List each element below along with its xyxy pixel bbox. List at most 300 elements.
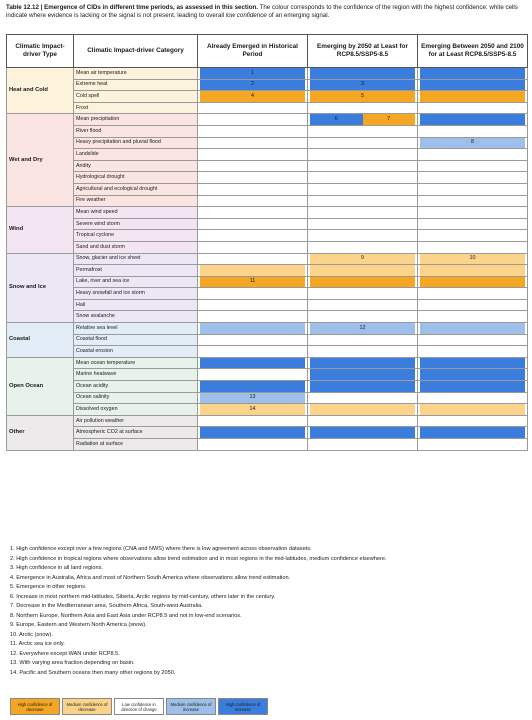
emergence-segment — [200, 138, 305, 149]
emergence-cell — [198, 241, 308, 253]
emergence-segment — [310, 196, 415, 207]
emergence-segment — [420, 427, 525, 438]
emergence-cell — [418, 427, 528, 439]
emergence-segment — [420, 103, 525, 114]
emergence-segment — [420, 172, 525, 183]
table-row — [7, 439, 528, 451]
emergence-cell — [198, 114, 308, 126]
cid-category-label: Snow, glacier and ice sheet — [74, 253, 198, 265]
emergence-cell — [198, 183, 308, 195]
cid-category-label: Extreme heat — [74, 79, 198, 91]
emergence-cell — [418, 172, 528, 184]
emergence-segment — [420, 230, 525, 241]
emergence-segment — [310, 439, 415, 450]
emergence-segment — [420, 219, 525, 230]
emergence-segment — [420, 184, 525, 195]
emergence-cell — [198, 346, 308, 358]
emergence-segment — [310, 184, 415, 195]
legend — [10, 698, 268, 715]
cid-type-label: Open Ocean — [7, 357, 74, 415]
emergence-segment — [420, 91, 525, 102]
caption-label: Table 12.12 | — [6, 4, 43, 11]
emergence-cell — [198, 265, 308, 277]
legend-swatch: Medium confidence of decrease — [62, 698, 112, 715]
emergence-segment — [200, 358, 305, 369]
table-row — [7, 114, 528, 126]
emergence-segment — [200, 416, 305, 427]
emergence-cell — [198, 404, 308, 416]
table-row — [7, 79, 528, 91]
emergence-segment — [310, 149, 415, 160]
emergence-cell — [308, 276, 418, 288]
emergence-cell — [308, 207, 418, 219]
cid-category-label: Frost — [74, 102, 198, 114]
table-row — [7, 172, 528, 184]
emergence-cell — [418, 160, 528, 172]
emergence-cell — [198, 253, 308, 265]
emergence-cell — [418, 392, 528, 404]
emergence-segment — [200, 126, 305, 137]
footnote: 3. High confidence in all land regions. — [10, 565, 103, 571]
emergence-cell — [198, 427, 308, 439]
emergence-segment: 10 — [420, 254, 525, 265]
emergence-segment — [310, 126, 415, 137]
cid-category-label: Ocean salinity — [74, 392, 198, 404]
emergence-segment — [420, 346, 525, 357]
emergence-cell — [308, 68, 418, 80]
emergence-segment: 9 — [310, 254, 415, 265]
table-row — [7, 415, 528, 427]
emergence-cell — [198, 195, 308, 207]
emergence-segment: 11 — [200, 277, 305, 288]
emergence-cell — [198, 137, 308, 149]
cid-category-label: Lake, river and sea ice — [74, 276, 198, 288]
emergence-segment — [420, 265, 525, 276]
legend-swatch: Medium confidence of increase — [166, 698, 216, 715]
emergence-segment — [420, 114, 525, 125]
cid-category-label: Severe wind storm — [74, 218, 198, 230]
cid-category-label: Mean precipitation — [74, 114, 198, 126]
caption-text: The colour corresponds to the confidence of the region with the highest confidence: white cells indicate where evidence is lacking or the signal is not present, leading to overall — [6, 4, 518, 19]
header-historical: Already Emerged in Historical Period — [198, 35, 308, 68]
emergence-segment — [200, 242, 305, 253]
cid-category-label: Heavy precipitation and pluvial flood — [74, 137, 198, 149]
footnote: 5. Emergence in other regions. — [10, 584, 87, 590]
emergence-cell — [198, 172, 308, 184]
header-2050-2100: Emerging Between 2050 and 2100 for at Least RCP8.5/SSP5-8.5 — [418, 35, 528, 68]
emergence-segment — [310, 242, 415, 253]
emergence-segment — [200, 323, 305, 334]
footnote: 4. Emergence in Australia, Africa and most of Northern South America where observations allow trend estimation. — [10, 574, 291, 581]
cid-type-label: Wet and Dry — [7, 114, 74, 207]
emergence-segment — [200, 265, 305, 276]
emergence-cell — [308, 241, 418, 253]
emergence-cell — [418, 68, 528, 80]
emergence-cell — [198, 102, 308, 114]
emergence-cell — [418, 102, 528, 114]
legend-swatch: High confidence of increase — [218, 698, 268, 715]
emergence-segment — [310, 416, 415, 427]
emergence-cell — [418, 241, 528, 253]
legend-swatch: Low confidence in direction of change — [114, 698, 164, 715]
emergence-cell — [418, 137, 528, 149]
emergence-cell — [198, 439, 308, 451]
cid-category-label: Agricultural and ecological drought — [74, 183, 198, 195]
emergence-segment — [310, 265, 415, 276]
emergence-cell — [198, 288, 308, 300]
emergence-segment: 7 — [363, 114, 416, 125]
emergence-cell — [418, 195, 528, 207]
footnote: 9. Europe, Eastern and Western North America (snow). — [10, 622, 147, 628]
emergence-segment — [420, 196, 525, 207]
emergence-segment — [310, 358, 415, 369]
emergence-cell — [308, 369, 418, 381]
emergence-segment — [420, 369, 525, 380]
header-by-2050: Emerging by 2050 at Least for RCP8.5/SSP5-8.5 — [308, 35, 418, 68]
emergence-segment — [420, 288, 525, 299]
footnote: 7. Decrease in the Mediterranean area, Southern Africa, South-west Australia. — [10, 603, 203, 609]
emergence-cell — [308, 299, 418, 311]
cid-category-label: Coastal erosion — [74, 346, 198, 358]
emergence-cell — [198, 323, 308, 335]
emergence-segment — [200, 196, 305, 207]
emergence-cell — [198, 276, 308, 288]
emergence-cell — [418, 230, 528, 242]
emergence-cell — [418, 91, 528, 103]
caption-title: Emergence of CIDs in different time periods, as assessed in this section. — [44, 4, 258, 11]
table-row — [7, 230, 528, 242]
footnote: 12. Everywhere except WAN under RCP8.5. — [10, 650, 120, 657]
emergence-segment — [310, 300, 415, 311]
emergence-cell — [198, 230, 308, 242]
header-cid-type: Climatic Impact-driver Type — [7, 35, 74, 68]
emergence-cell — [198, 79, 308, 91]
emergence-cell — [418, 265, 528, 277]
emergence-segment — [310, 68, 415, 79]
emergence-cell — [198, 149, 308, 161]
emergence-cell — [308, 114, 418, 126]
emergence-cell — [198, 392, 308, 404]
cid-category-label: Radiation at surface — [74, 439, 198, 451]
cid-category-label: Dissolved oxygen — [74, 404, 198, 416]
emergence-segment — [310, 207, 415, 218]
emergence-segment: 3 — [310, 80, 415, 91]
emergence-segment — [200, 311, 305, 322]
emergence-cell — [198, 125, 308, 137]
emergence-cell — [198, 381, 308, 393]
emergence-segment — [420, 311, 525, 322]
emergence-segment — [420, 393, 525, 404]
emergence-cell — [308, 149, 418, 161]
emergence-segment — [310, 404, 415, 415]
table-row — [7, 160, 528, 172]
emergence-cell — [308, 230, 418, 242]
emergence-segment — [420, 126, 525, 137]
cid-category-label: Ocean acidity — [74, 381, 198, 393]
emergence-cell — [308, 427, 418, 439]
emergence-cell — [418, 207, 528, 219]
emergence-segment — [200, 335, 305, 346]
footnote: 1. High confidence except over a few regions (CNA and NWS) where there is low agreement across observation datasets. — [10, 546, 312, 552]
emergence-segment — [420, 381, 525, 392]
table-row — [7, 183, 528, 195]
emergence-cell — [418, 288, 528, 300]
emergence-cell — [198, 311, 308, 323]
emergence-segment — [420, 80, 525, 91]
footnote: 10. Arctic (snow). — [10, 631, 53, 638]
cid-category-label: Atmospheric CO2 at surface — [74, 427, 198, 439]
emergence-cell — [418, 183, 528, 195]
emergence-cell — [418, 404, 528, 416]
emergence-segment — [420, 161, 525, 172]
cid-category-label: Heavy snowfall and ice storm — [74, 288, 198, 300]
table-row — [7, 369, 528, 381]
emergence-segment — [200, 381, 305, 392]
table-row — [7, 311, 528, 323]
table-row — [7, 334, 528, 346]
emergence-segment — [420, 416, 525, 427]
table-row — [7, 357, 528, 369]
emergence-segment — [200, 103, 305, 114]
emergence-segment — [200, 114, 305, 125]
emergence-cell — [308, 172, 418, 184]
emergence-cell — [418, 311, 528, 323]
emergence-segment — [310, 381, 415, 392]
emergence-cell — [308, 381, 418, 393]
footnote: 6. Increase in most northern mid-latitudes, Siberia, Arctic regions by mid-century, others later in the century. — [10, 593, 276, 600]
cid-category-label: Marine heatwave — [74, 369, 198, 381]
emergence-segment — [200, 369, 305, 380]
emergence-cell — [308, 404, 418, 416]
emergence-cell — [418, 149, 528, 161]
cid-type-label: Other — [7, 415, 74, 450]
cid-type-label: Snow and Ice — [7, 253, 74, 323]
table-row — [7, 102, 528, 114]
header-cid-category: Climatic Impact-driver Category — [74, 35, 198, 68]
emergence-segment — [200, 439, 305, 450]
emergence-segment — [310, 393, 415, 404]
cid-type-label: Coastal — [7, 323, 74, 358]
emergence-cell — [418, 439, 528, 451]
footnote: 14. Pacific and Southern oceans then many other regions by 2050. — [10, 669, 176, 676]
emergence-cell — [418, 276, 528, 288]
table-row — [7, 404, 528, 416]
emergence-segment — [310, 311, 415, 322]
table-row — [7, 68, 528, 80]
emergence-cell — [198, 160, 308, 172]
emergence-cell — [198, 207, 308, 219]
emergence-cell — [308, 91, 418, 103]
footnote: 2. High confidence in tropical regions where observations allow trend estimation and in most regions in the mid-latitudes, medium confidence elsewhere. — [10, 555, 387, 562]
cid-type-label: Wind — [7, 207, 74, 253]
legend-swatch: High confidence of decrease — [10, 698, 60, 715]
table-row — [7, 207, 528, 219]
emergence-cell — [308, 160, 418, 172]
table-row — [7, 218, 528, 230]
emergence-cell — [418, 381, 528, 393]
emergence-segment — [200, 172, 305, 183]
emergence-segment — [420, 404, 525, 415]
emergence-cell — [308, 137, 418, 149]
footnote: 13. With varying area fraction depending on basin. — [10, 660, 135, 666]
cid-category-label: Mean wind speed — [74, 207, 198, 219]
emergence-segment — [310, 369, 415, 380]
caption-italic: low confidence — [225, 12, 267, 19]
emergence-segment — [420, 68, 525, 79]
cid-category-label: Cold spell — [74, 91, 198, 103]
emergence-segment — [310, 230, 415, 241]
emergence-segment: 5 — [310, 91, 415, 102]
cid-category-label: Fire weather — [74, 195, 198, 207]
emergence-cell — [308, 323, 418, 335]
cid-category-label: Relative sea level — [74, 323, 198, 335]
emergence-segment — [200, 288, 305, 299]
emergence-cell — [308, 357, 418, 369]
cid-category-label: Tropical cyclone — [74, 230, 198, 242]
emergence-cell — [418, 415, 528, 427]
emergence-segment — [310, 427, 415, 438]
emergence-segment: 12 — [310, 323, 415, 334]
cid-category-label: River flood — [74, 125, 198, 137]
emergence-segment — [200, 161, 305, 172]
cid-type-label: Heat and Cold — [7, 68, 74, 114]
table-row — [7, 91, 528, 103]
emergence-segment — [200, 219, 305, 230]
cid-category-label: Mean air temperature — [74, 68, 198, 80]
emergence-cell — [418, 125, 528, 137]
cid-category-label: Sand and dust storm — [74, 241, 198, 253]
emergence-segment — [420, 358, 525, 369]
cid-category-label: Snow avalanche — [74, 311, 198, 323]
emergence-segment — [310, 277, 415, 288]
cid-category-label: Coastal flood — [74, 334, 198, 346]
table-row — [7, 241, 528, 253]
emergence-segment: 14 — [200, 404, 305, 415]
emergence-segment: 1 — [200, 68, 305, 79]
emergence-segment — [200, 346, 305, 357]
emergence-segment: 8 — [420, 138, 525, 149]
emergence-cell — [308, 218, 418, 230]
table-row — [7, 195, 528, 207]
emergence-cell — [308, 253, 418, 265]
emergence-cell — [198, 357, 308, 369]
emergence-cell — [198, 369, 308, 381]
table-body — [7, 68, 528, 451]
emergence-cell — [308, 288, 418, 300]
emergence-segment — [310, 161, 415, 172]
emergence-segment — [420, 277, 525, 288]
emergence-cell — [308, 195, 418, 207]
emergence-cell — [308, 125, 418, 137]
cid-category-label: Landslide — [74, 149, 198, 161]
table-row — [7, 149, 528, 161]
table-row — [7, 265, 528, 277]
emergence-segment — [420, 335, 525, 346]
emergence-segment — [420, 439, 525, 450]
emergence-cell — [198, 415, 308, 427]
footnotes — [10, 545, 524, 678]
emergence-cell — [308, 79, 418, 91]
emergence-segment — [420, 242, 525, 253]
emergence-cell — [198, 68, 308, 80]
emergence-segment — [420, 323, 525, 334]
emergence-segment — [200, 149, 305, 160]
emergence-segment — [310, 346, 415, 357]
table-header-row — [7, 35, 528, 68]
table-row — [7, 299, 528, 311]
emergence-cell — [308, 415, 418, 427]
emergence-segment: 13 — [200, 393, 305, 404]
cid-category-label: Hail — [74, 299, 198, 311]
emergence-cell — [308, 183, 418, 195]
emergence-cell — [308, 346, 418, 358]
table-row — [7, 288, 528, 300]
cid-category-label: Permafrost — [74, 265, 198, 277]
emergence-cell — [198, 218, 308, 230]
emergence-cell — [418, 357, 528, 369]
cid-emergence-table — [6, 34, 528, 451]
emergence-cell — [308, 334, 418, 346]
emergence-cell — [198, 334, 308, 346]
emergence-cell — [308, 439, 418, 451]
table-row — [7, 125, 528, 137]
cid-category-label: Air pollution weather — [74, 415, 198, 427]
emergence-segment — [420, 207, 525, 218]
footnote: 11. Arctic sea ice only. — [10, 641, 65, 647]
emergence-cell — [418, 218, 528, 230]
table-row — [7, 323, 528, 335]
table-row — [7, 276, 528, 288]
emergence-segment — [420, 149, 525, 160]
emergence-segment — [310, 219, 415, 230]
footnote: 8. Northern Europe, Northern Asia and East Asia under RCP8.5 and not in low-end scenarios. — [10, 612, 242, 619]
emergence-segment — [310, 335, 415, 346]
emergence-segment: 6 — [310, 114, 363, 125]
emergence-segment — [310, 172, 415, 183]
emergence-cell — [418, 323, 528, 335]
table-row — [7, 346, 528, 358]
table-row — [7, 137, 528, 149]
table-row — [7, 392, 528, 404]
cid-category-label: Aridity — [74, 160, 198, 172]
emergence-segment — [200, 184, 305, 195]
emergence-cell — [308, 265, 418, 277]
cid-category-label: Hydrological drought — [74, 172, 198, 184]
emergence-segment — [200, 230, 305, 241]
table-row — [7, 427, 528, 439]
emergence-segment — [310, 288, 415, 299]
emergence-segment: 4 — [200, 91, 305, 102]
emergence-segment — [200, 427, 305, 438]
emergence-cell — [418, 369, 528, 381]
emergence-segment — [200, 254, 305, 265]
emergence-segment — [310, 138, 415, 149]
emergence-segment — [310, 103, 415, 114]
emergence-cell — [418, 253, 528, 265]
emergence-cell — [418, 334, 528, 346]
table-row — [7, 253, 528, 265]
table-row — [7, 381, 528, 393]
emergence-cell — [198, 299, 308, 311]
cid-category-label: Mean ocean temperature — [74, 357, 198, 369]
emergence-segment — [200, 207, 305, 218]
emergence-cell — [418, 346, 528, 358]
emergence-cell — [198, 91, 308, 103]
emergence-cell — [418, 299, 528, 311]
emergence-segment — [200, 300, 305, 311]
emergence-segment — [420, 300, 525, 311]
caption-tail: of an emerging signal. — [266, 12, 330, 19]
